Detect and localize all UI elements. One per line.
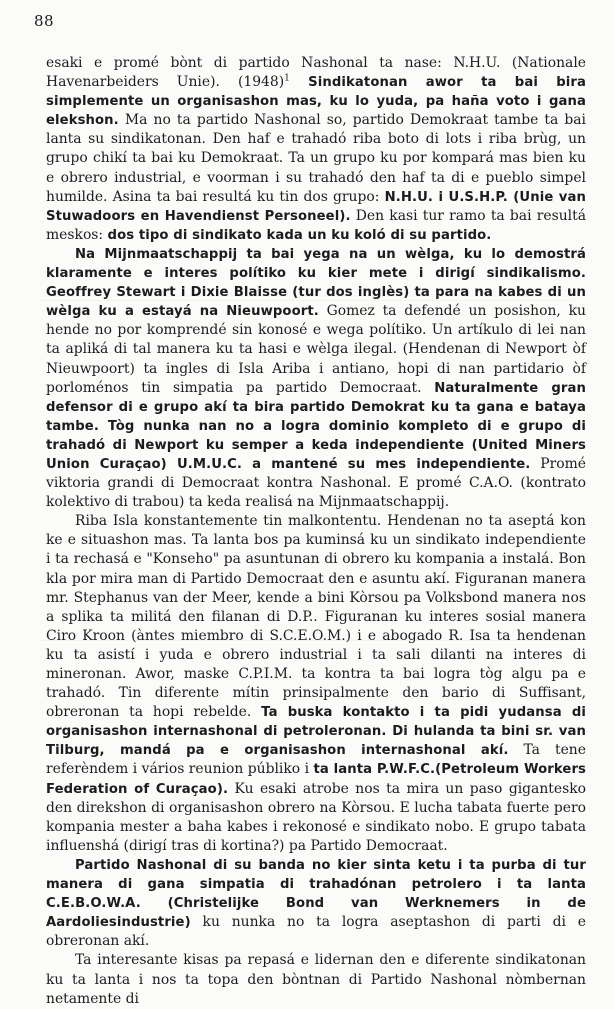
bold-text-run: Partido Nashonal di su banda no kier sinta ketu i ta purba di tur manera di gana simpatia di trahadónan petrolero i ta lanta C.E.B.O.W.A. (Christelijke Bond van Werknemers in de Aardoliesindustrie) <box>46 857 586 931</box>
text-run: Gomez ta defendé un posishon, ku hende no por komprendé sin konosé e wega polítiko. Un artíkulo di lei nan ta apliká di tal manera ku ta hasi e wèlga ilegal. (Hendenan di Newport òf Nieuwpoort) ta ingles di Isla Ariba i antiano, hopi di nan partidario òf porloménos tin simpatia pa partido Democraat. <box>46 303 586 396</box>
text-run: Ma no ta partido Nashonal so, partido Demokraat tambe ta bai lanta su sindikatonan. Den haf e trahadó riba boto di lots i riba brùg, un grupo chikí ta bai ku Demokraat. Ta un grupo ku por kompará mas bien ku e obrero industrial, e voorman i su trahadó den haf ta di e pueblo simpel humilde. Asina ta bai resultá ku tin dos grupo: <box>46 112 586 205</box>
bold-text-run: Na Mijnmaatschappij ta bai yega na un wèlga, ku lo demostrá klaramente e interes polítiko ku kier mete i dirigí sindikalismo. Geoffrey Stewart i Dixie Blaisse (tur dos inglès) ta para na kabes di un wèlga ku a estayá na Nieuwpoort. <box>46 246 586 320</box>
text-run: esaki <box>46 55 94 71</box>
bold-text-run: ta lanta P.W.F.C.(Petroleum Workers Federation of Curaçao). <box>46 762 587 797</box>
text-run: Ku esaki atrobe nos ta mira un paso gigantesko den direkshon di organisashon obrero na Kòrsou. E lucha tabata fuerte pero kompania mester a baha kabes i rekonosé e sindikato nobo. E grupo tabata influenshá (dirigí tras di kortina?) pa Partido Democraat. <box>46 780 586 854</box>
bold-text-run: N.H.U. i U.S.H.P. (Unie van Stuwadoors en Havendienst Personeel). <box>46 189 586 224</box>
paragraph <box>46 512 586 856</box>
text-run: Promé viktoria grandi di Democraat kontra Nashonal. E promé C.A.O. (kontrato kolektivo di trabou) ta keda realisá na Mijnmaatschappij. <box>46 455 586 511</box>
text-run: ku nunka no ta logra aseptashon di parti di e obreronan akí. <box>46 914 586 950</box>
paragraph <box>46 951 586 1008</box>
text-run: e promé bònt di partido Nashonal ta nase: N.H.U. (Nationale Havenarbeiders Unie). <box>46 55 586 91</box>
text-run: Ta interesante kisas pa repasá e lidernan den e diferente sindikatonan ku ta lanta i nos ta topa den bòntnan di Partido Nashonal nòmbernan netamente di <box>46 952 586 1007</box>
bold-text-run: Ta buska kontakto i ta pidi yudansa di organisashon internashonal di petroleronan. Di hulanda ta bini sr. van Tilburg, mandá pa e organisashon internashonal akí. <box>46 705 586 759</box>
paragraph <box>46 856 586 951</box>
body-text <box>46 54 586 1009</box>
text-run: Den kasi tur ramo ta bai resultá meskos: <box>46 207 586 243</box>
text-run: (1948) <box>219 74 285 91</box>
paragraph <box>46 54 586 245</box>
footnote-marker: 1 <box>284 73 290 84</box>
text-run: Ta tene referèndem i vários reunion públiko i <box>46 742 586 778</box>
page-number: 88 <box>34 12 55 30</box>
bold-text-run: Naturalmente gran defensor di e grupo akí ta bira partido Demokrat ku ta gana e bataya tambe. Tòg nunka nan no a logra dominio kompleto di e grupo di trahadó di Newport ku semper a keda independiente (United Miners Union Curaçao) U.M.U.C. a mantené su mes independiente. <box>46 380 586 472</box>
text-run: Riba Isla konstantemente tin malkontentu. Hendenan no ta aseptá kon ke e situashon mas. Ta lanta bos pa kuminsá ku un sindikato independiente i ta rechasá e "Konseho" pa asuntunan di obrero ku kompania a instalá. Bon kla por mira man di Partido Democraat den e asuntu akí. Figuranan manera mr. Stephanus van der Meer, kende a bini Kòrsou pa Volksbond manera nos a splika ta militá den filanan di D.P.. Figuranan ku interes sosial manera Ciro Kroon (àntes miembro di S.C.E.O.M.) i e abogado R. Isa ta hendenan ku ta asistí i yuda e obrero industrial i ta sali dilanti na interes di mineronan. Awor, maske C.P.I.M. ta kontra ta bai logra tòg algu pa e trahadó. Tin diferente mítin prinsipalmente den bario di Suffisant, obreronan ta hopi rebelde. <box>46 513 586 721</box>
bold-text-run: dos tipo di sindikato kada un ku koló di su partido. <box>107 227 492 243</box>
bold-text-run: Sindikatonan awor ta bai bira simplemente un organisashon mas, ku lo yuda, pa haña voto i gana elekshon. <box>46 75 586 129</box>
paragraph <box>46 245 586 512</box>
